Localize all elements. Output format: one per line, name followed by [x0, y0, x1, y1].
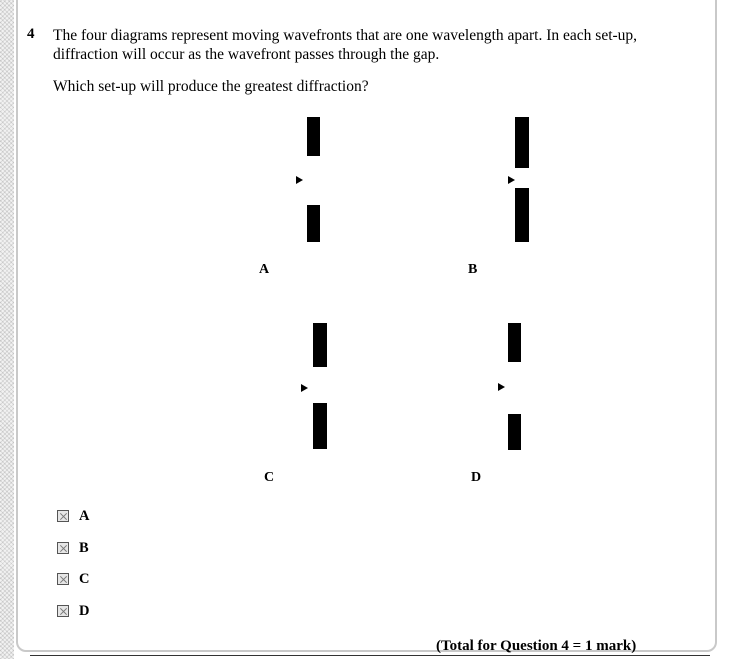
option-d[interactable]: [57, 603, 89, 619]
diagram-b-label: B: [468, 262, 478, 277]
total-marks: (Total for Question 4 = 1 mark): [436, 638, 637, 654]
bottom-divider: [30, 655, 710, 656]
question-prompt: Which set-up will produce the greatest diffraction?: [53, 78, 369, 95]
checkbox-d[interactable]: [57, 605, 69, 617]
option-a-label: A: [79, 507, 90, 524]
diagram-d-label: D: [471, 470, 482, 485]
page-margin-pattern: [0, 0, 14, 659]
option-c-label: C: [79, 570, 90, 587]
option-a[interactable]: [57, 508, 89, 524]
checkbox-a[interactable]: [57, 510, 69, 522]
option-d-label: D: [79, 602, 90, 619]
diagram-c-label: C: [264, 470, 275, 485]
question-text: The four diagrams represent moving wavefronts that are one wavelength apart. In each set-up, diffraction will occur as the wavefront passes through the gap.: [53, 27, 638, 63]
option-b[interactable]: [57, 540, 89, 556]
question-number: 4: [27, 26, 35, 42]
checkbox-c[interactable]: [57, 573, 69, 585]
page-frame: [16, 0, 717, 652]
diagram-a-label: A: [259, 262, 270, 277]
option-b-label: B: [79, 539, 89, 556]
checkbox-b[interactable]: [57, 542, 69, 554]
option-c[interactable]: [57, 571, 89, 587]
